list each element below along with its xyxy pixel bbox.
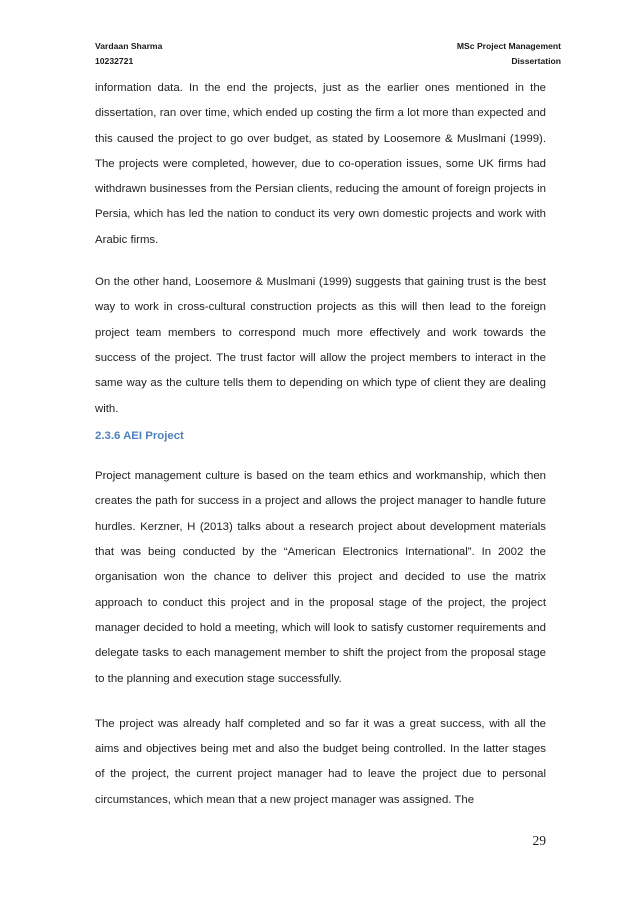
paragraph-2: On the other hand, Loosemore & Muslmani (1999) suggests that gaining trust is the best way to work in cross-cultural construction projects as this will then lead to the foreign project team members to correspond much more effectively and work towards the success of the project. The trust factor will allow the project members to interact in the same way as the culture tells them to depending on which type of client they are dealing with. — [95, 276, 546, 415]
header-course: MSc Project Management — [456, 41, 561, 51]
header-author: Vardaan Sharma — [95, 41, 163, 51]
header-doc-type: Dissertation — [511, 56, 561, 66]
paragraph-4: The project was already half completed and so far it was a great success, with all the aims and objectives being met and also the budget being controlled. In the latter stages of the project, the current project manager had to leave the project due to personal circumstances, which mean that a new project manager was assigned. The — [95, 717, 546, 806]
header-student-id: 10232721 — [95, 56, 134, 66]
page-header — [95, 39, 561, 69]
section-heading: 2.3.6 AEI Project — [95, 429, 184, 442]
body-text — [95, 76, 546, 813]
header-row-bottom — [95, 54, 561, 69]
paragraph-3: Project management culture is based on the team ethics and workmanship, which then creates the path for success in a project and allows the project manager to handle future hurdles. Kerzner, H (2013) talks about a research project about development materials that was being conducted by the “American Electronics International”. In 2002 the organisation won the chance to deliver this project and decided to use the matrix approach to conduct this project and in the proposal stage of the project, the project manager decided to hold a meeting, which will look to satisfy customer requirements and delegate tasks to each management member to shift the project from the proposal stage to the planning and execution stage successfully. — [95, 470, 546, 685]
paragraph-1: information data. In the end the projects, just as the earlier ones mentioned in the dissertation, ran over time, which ended up costing the firm a lot more than expected and this caused the project to go over budget, as stated by Loosemore & Muslmani (1999). The projects were completed, however, due to co-operation issues, some UK firms had withdrawn businesses from the Persian clients, reducing the amount of foreign projects in Persia, which has led the nation to conduct its very own domestic projects and work with Arabic firms. — [95, 82, 546, 246]
header-row-top — [95, 39, 561, 54]
page-number: 29 — [532, 833, 546, 848]
